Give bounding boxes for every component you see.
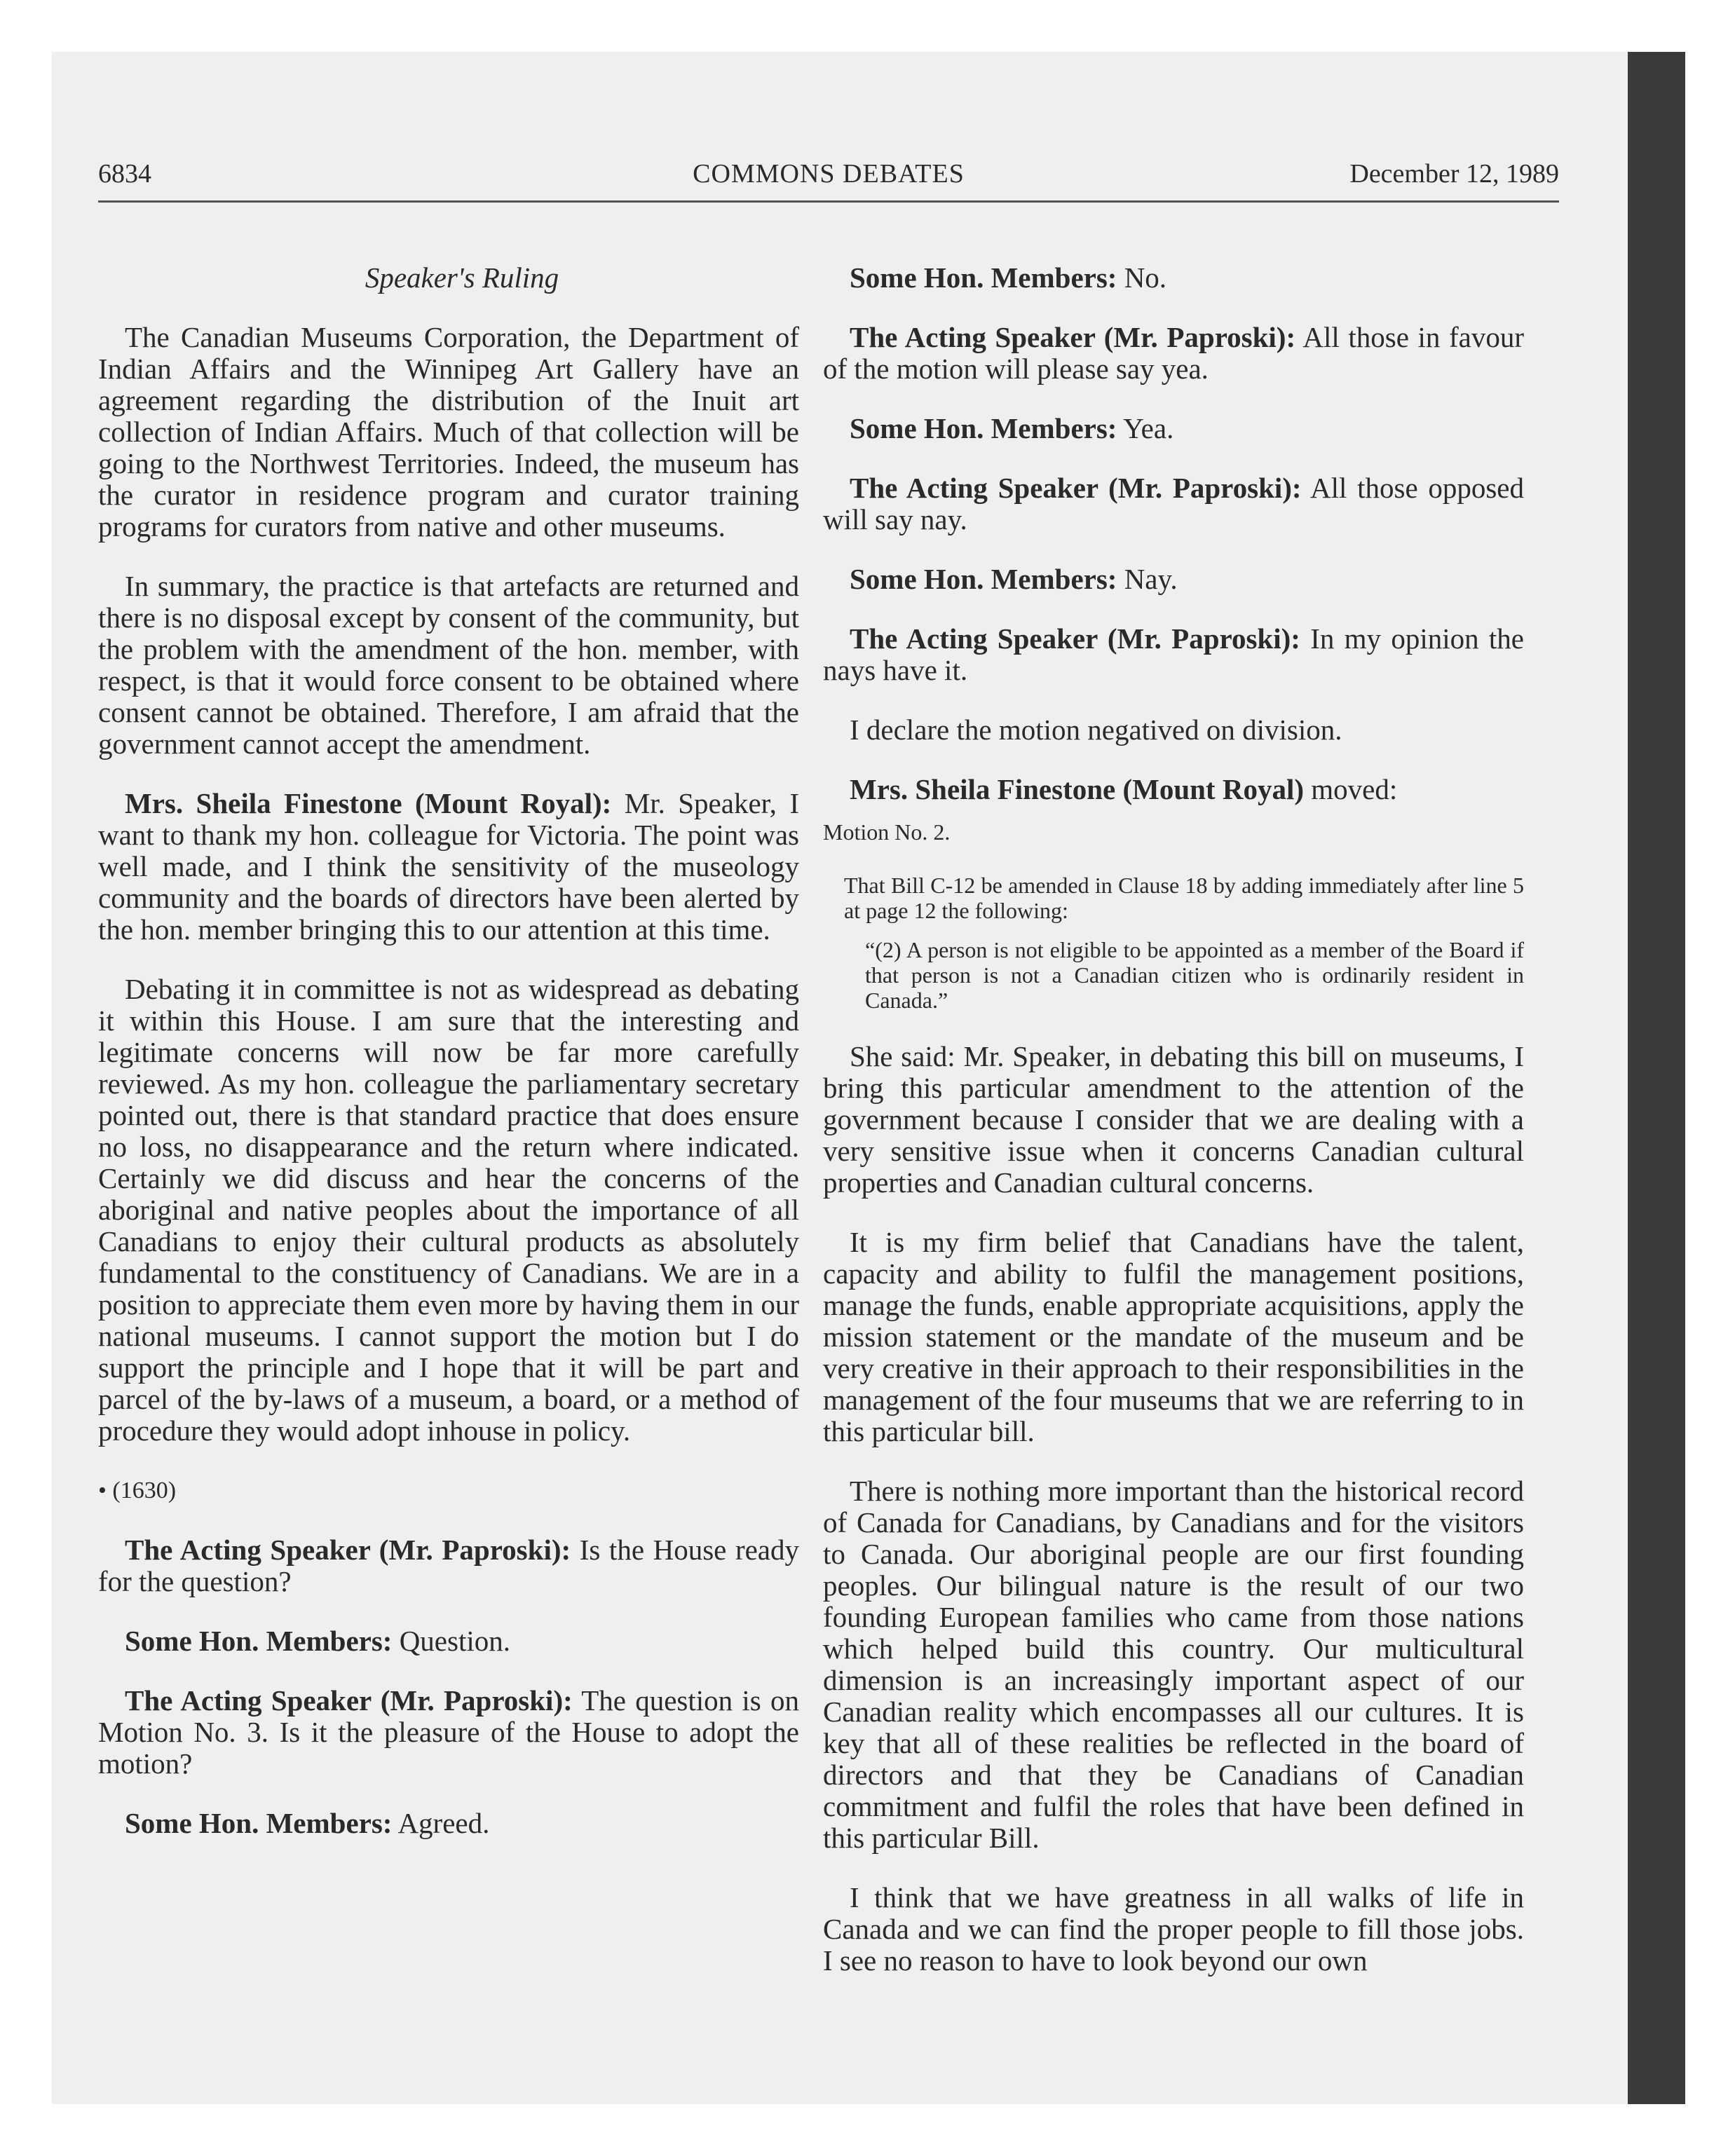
speech	[98, 1685, 799, 1780]
speaker-name: Mrs. Sheila Finestone (Mount Royal):	[125, 787, 612, 819]
speech-text: No.	[1117, 261, 1167, 294]
speaker-name: The Acting Speaker (Mr. Paproski):	[125, 1684, 573, 1717]
paragraph: She said: Mr. Speaker, in debating this bill on museums, I bring this particular amendment to the attention of the government because I consider that we are dealing with a very sensitive issue when it concerns Canadian cultural properties and Canadian cultural concerns.	[823, 1040, 1524, 1199]
speech-text: Agreed.	[392, 1807, 490, 1839]
speech-text: All those in favour of the motion will please say yea.	[823, 321, 1524, 385]
publication-date: December 12, 1989	[1349, 159, 1559, 189]
speaker-name: Some Hon. Members:	[850, 412, 1117, 444]
speech-text: moved:	[1304, 773, 1398, 805]
speech	[823, 774, 1524, 805]
speaker-name: The Acting Speaker (Mr. Paproski):	[850, 321, 1296, 353]
paragraph: I think that we have greatness in all walks of life in Canada and we can find the proper people to fill those jobs. I see no reason to have to look beyond our own	[823, 1881, 1524, 1977]
time-marker: • (1630)	[98, 1478, 177, 1503]
page-number: 6834	[98, 159, 151, 189]
speech-text: Question.	[392, 1625, 510, 1657]
speaker-name: The Acting Speaker (Mr. Paproski):	[850, 622, 1300, 655]
paragraph: Debating it in committee is not as widespread as debating it within this House. I am sure that the interesting and legitimate concerns will now be far more carefully reviewed. As my hon. colleague the parliamentary secretary pointed out, there is that standard practice that does ensure no loss, no disappearance and the return where indicated. Certainly we did discuss and hear the concerns of the aboriginal and native peoples about the importance of all Canadians to enjoy their cultural products as absolutely fundamental to the constituency of Canadians. We are in a position to appreciate them even more by having them in our national museums. I cannot support the motion but I do support the principle and I hope that it will be part and parcel of the by-laws of a museum, a board, or a method of procedure they would adopt inhouse in policy.	[98, 973, 799, 1447]
motion-text: That Bill C-12 be amended in Clause 18 by adding immediately after line 5 at page 12 the following:	[844, 873, 1524, 923]
speaker-name: Some Hon. Members:	[850, 261, 1117, 294]
publication-title: COMMONS DEBATES	[693, 159, 965, 189]
scanned-page	[52, 52, 1685, 2104]
paragraph: I declare the motion negatived on division.	[850, 714, 1342, 746]
speaker-name: Some Hon. Members:	[125, 1807, 393, 1839]
speaker-name: The Acting Speaker (Mr. Paproski):	[125, 1534, 571, 1566]
paragraph: It is my firm belief that Canadians have the talent, capacity and ability to fulfil the management positions, manage the funds, enable appropriate acquisitions, apply the mission statement or the mandate of the museum and be very creative in their approach to their responsibilities in the management of the four museums that we are referring to in this particular bill.	[823, 1226, 1524, 1447]
speaker-name: Mrs. Sheila Finestone (Mount Royal)	[850, 773, 1304, 805]
speech	[98, 1808, 799, 1839]
speech	[823, 413, 1524, 444]
motion-quote: “(2) A person is not eligible to be appointed as a member of the Board if that person is not a Canadian citizen who is ordinarily resident in Canada.”	[865, 937, 1524, 1013]
speech	[823, 623, 1524, 686]
speech-text: Yea.	[1117, 412, 1174, 444]
scan-edge-shadow	[1628, 52, 1685, 2104]
speech	[823, 472, 1524, 535]
speech-text: Is the House ready for the question?	[98, 1534, 799, 1597]
speech	[823, 262, 1524, 294]
paragraph: There is nothing more important than the historical record of Canada for Canadians, by Canadians and for the visitors to Canada. Our aboriginal people are our first founding peoples. Our bilingual nature is the result of our two founding European families who came from those nations which helped build this country. Our multicultural dimension is an increasingly important aspect of our Canadian reality which encompasses all our cultures. It is key that all of these realities be reflected in the board of directors and that they be Canadians of Canadian commitment and fulfil the roles that have been defined in this particular Bill.	[823, 1475, 1524, 1854]
speech-text: All those opposed will say nay.	[823, 472, 1524, 535]
speech	[98, 788, 799, 946]
page-header	[98, 158, 1559, 203]
paragraph: In summary, the practice is that artefacts are returned and there is no disposal except by consent of the community, but the problem with the amendment of the hon. member, with respect, is that it would force consent to be obtained where consent cannot be obtained. Therefore, I am afraid that the government cannot accept the amendment.	[98, 570, 799, 760]
speaker-name: Some Hon. Members:	[850, 563, 1117, 595]
motion-number: Motion No. 2.	[823, 819, 951, 845]
paragraph: The Canadian Museums Corporation, the Department of Indian Affairs and the Winnipeg Art Gallery have an agreement regarding the distribution of the Inuit art collection of Indian Affairs. Much of that collection will be going to the Northwest Territories. Indeed, the museum has the curator in residence program and curator training programs for curators from native and other museums.	[98, 321, 799, 543]
speech	[823, 564, 1524, 595]
speech-text: In my opinion the nays have it.	[823, 622, 1524, 686]
speech-text: Nay.	[1117, 563, 1178, 595]
section-title: Speaker's Ruling	[365, 261, 559, 294]
speech-text: Mr. Speaker, I want to thank my hon. colleague for Victoria. The point was well made, and I think the sensitivity of the museology community and the boards of directors have been alerted by the hon. member bringing this to our attention at this time.	[98, 787, 799, 946]
left-column	[98, 262, 799, 1867]
speech	[823, 322, 1524, 385]
right-column	[823, 262, 1524, 2005]
speech-text: The question is on Motion No. 3. Is it the pleasure of the House to adopt the motion?	[98, 1684, 799, 1780]
speaker-name: The Acting Speaker (Mr. Paproski):	[850, 472, 1302, 504]
speaker-name: Some Hon. Members:	[125, 1625, 393, 1657]
speech	[98, 1625, 799, 1657]
speech	[98, 1534, 799, 1597]
